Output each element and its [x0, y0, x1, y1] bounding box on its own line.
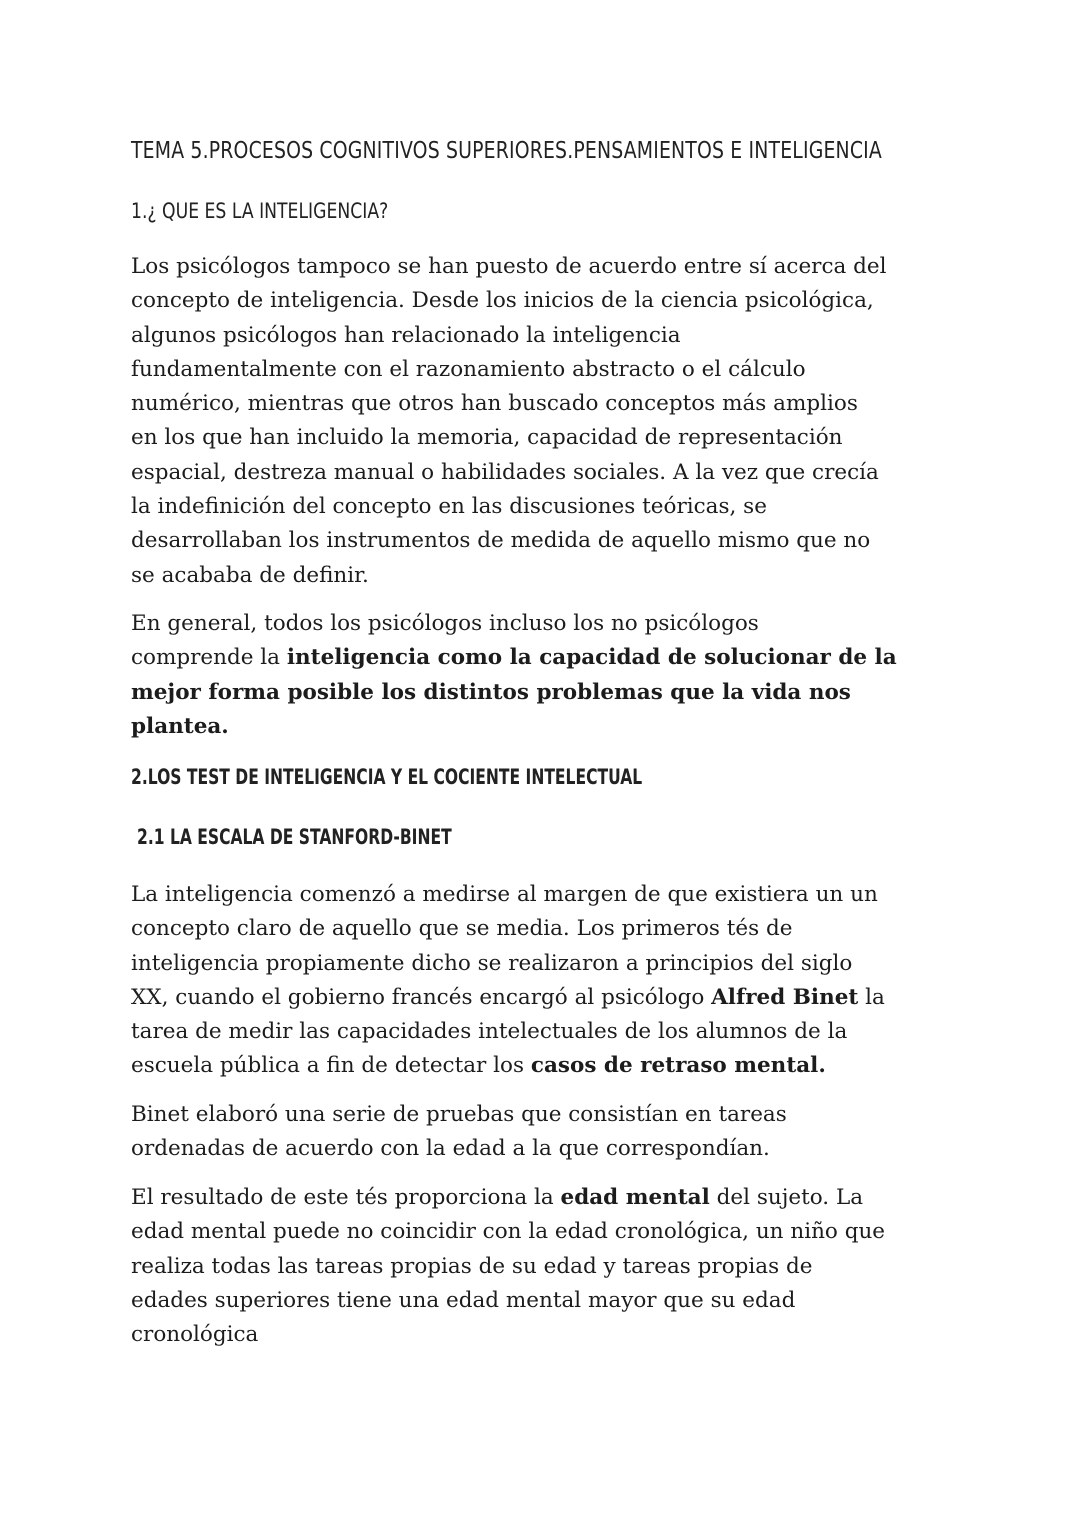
section-heading-intelligence-tests: 2.LOS TEST DE INTELIGENCIA Y EL COCIENTE INTELECTUAL [131, 765, 643, 789]
bold-definition-text: plantea. [131, 713, 229, 739]
paragraph-binet-history [131, 878, 961, 1084]
text-line: algunos psicólogos han relacionado la inteligencia [131, 322, 681, 348]
bold-definition-text: mejor forma posible los distintos problemas que la vida nos [131, 679, 851, 705]
text-line: numérico, mientras que otros han buscado conceptos más amplios [131, 391, 858, 417]
text-run: comprende la [131, 645, 287, 671]
text-line [131, 981, 961, 1015]
bold-mental-age: edad mental [560, 1185, 710, 1210]
text-run: la [858, 984, 885, 1010]
text-line: inteligencia propiamente dicho se realizaron a principios del siglo [131, 950, 853, 976]
section-heading-what-is-intelligence: 1.¿ QUE ES LA INTELIGENCIA? [131, 199, 389, 223]
text-line [131, 641, 961, 675]
text-line: edades superiores tiene una edad mental mayor que su edad [131, 1287, 796, 1313]
text-line: cronológica [131, 1322, 259, 1348]
text-run: XX, cuando el gobierno francés encargó al psicólogo [131, 984, 712, 1010]
text-line: la indefinición del concepto en las discusiones teóricas, se [131, 494, 767, 520]
text-line: edad mental puede no coincidir con la edad cronológica, un niño que [131, 1219, 886, 1245]
text-line: La inteligencia comenzó a medirse al margen de que existiera un un [131, 882, 878, 907]
paragraph-definition-debate [131, 250, 961, 593]
document-title: TEMA 5.PROCESOS COGNITIVOS SUPERIORES.PENSAMIENTOS E INTELIGENCIA [131, 138, 882, 164]
text-line [131, 676, 961, 710]
text-line: En general, todos los psicólogos incluso los no psicólogos [131, 611, 759, 636]
text-line: tarea de medir las capacidades intelectuales de los alumnos de la [131, 1019, 848, 1045]
text-line: en los que han incluido la memoria, capacidad de representación [131, 425, 843, 451]
bold-definition-text: inteligencia como la capacidad de solucionar de la [286, 645, 897, 671]
text-line: espacial, destreza manual o habilidades sociales. A la vez que crecía [131, 459, 879, 485]
text-line: concepto claro de aquello que se media. Los primeros tés de [131, 916, 793, 942]
text-line: Binet elaboró una serie de pruebas que consistían en tareas [131, 1102, 787, 1127]
paragraph-mental-age [131, 1181, 961, 1352]
text-run: del sujeto. La [709, 1185, 864, 1210]
text-line [131, 710, 961, 744]
subsection-heading-stanford-binet: 2.1 LA ESCALA DE STANFORD-BINET [137, 825, 452, 849]
text-line: concepto de inteligencia. Desde los inicios de la ciencia psicológica, [131, 288, 874, 314]
text-line: Los psicólogos tampoco se han puesto de acuerdo entre sí acerca del [131, 254, 887, 279]
text-run: escuela pública a fin de detectar los [131, 1053, 531, 1079]
bold-mental-retardation-cases: casos de retraso mental. [530, 1053, 826, 1079]
text-run: El resultado de este tés proporciona la [131, 1185, 561, 1210]
text-line: realiza todas las tareas propias de su edad y tareas propias de [131, 1253, 813, 1279]
text-line [131, 1181, 961, 1215]
bold-name-alfred-binet: Alfred Binet [711, 984, 859, 1010]
text-line: fundamentalmente con el razonamiento abstracto o el cálculo [131, 356, 806, 382]
text-line: ordenadas de acuerdo con la edad a la que correspondían. [131, 1136, 770, 1162]
text-line: se acababa de definir. [131, 562, 369, 588]
text-line: desarrollaban los instrumentos de medida de aquello mismo que no [131, 528, 871, 554]
text-line [131, 1049, 961, 1083]
paragraph-binet-tests [131, 1098, 961, 1167]
paragraph-intelligence-definition [131, 607, 961, 744]
